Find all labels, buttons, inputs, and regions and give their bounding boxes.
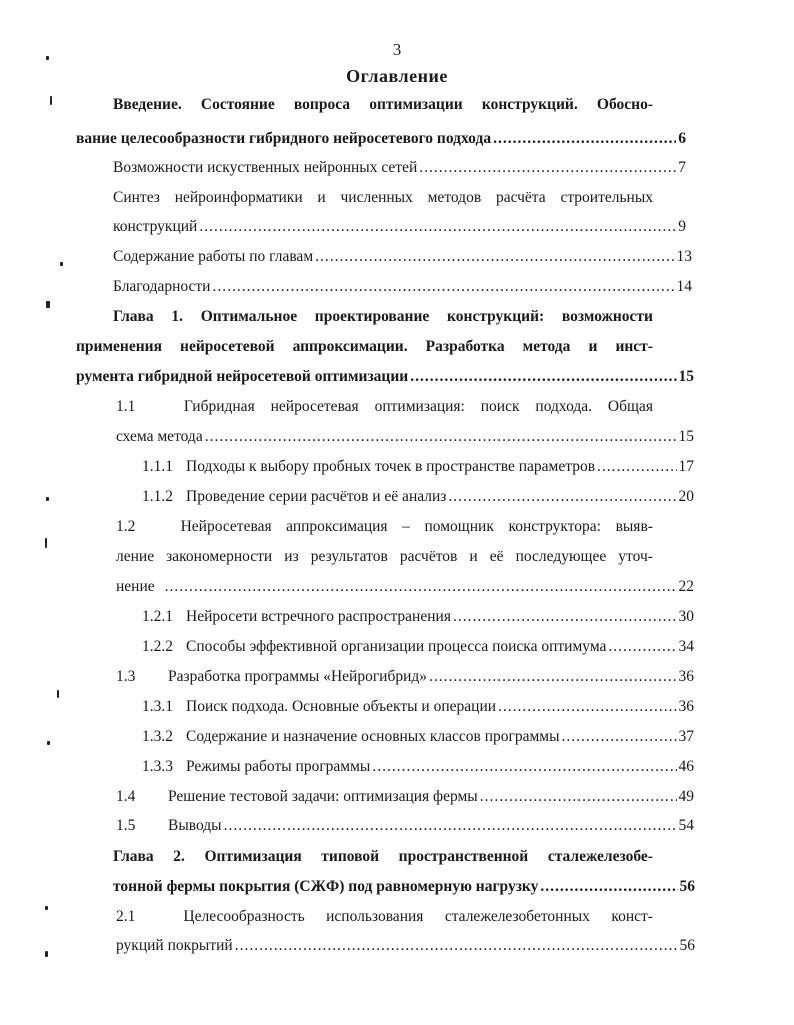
toc-word: оптимизация: <box>374 398 465 415</box>
toc-entry-intro-line1[interactable] <box>113 94 653 116</box>
toc-word: метода <box>522 338 571 355</box>
toc-page-number: 14 <box>676 278 692 295</box>
toc-page-number: 13 <box>676 248 692 265</box>
toc-word: результатов <box>310 548 388 565</box>
toc-entry-chapter1-line2[interactable] <box>76 336 653 358</box>
page-number: 3 <box>392 40 402 59</box>
toc-word: расчёта <box>495 189 546 206</box>
toc-word: нейросетевой <box>180 338 275 355</box>
toc-leader-dots <box>212 276 674 298</box>
toc-leader-dots <box>597 456 676 478</box>
toc-leader-dots <box>448 486 676 508</box>
toc-word: Нейросетевая <box>180 518 272 535</box>
toc-section-number: 1.3.3 <box>142 758 173 775</box>
toc-word: выяв- <box>615 518 653 535</box>
toc-page-number: 15 <box>678 368 694 385</box>
toc-entry[interactable] <box>142 456 694 478</box>
toc-word: и <box>588 338 598 355</box>
toc-entry-1-1-line2[interactable] <box>116 426 694 448</box>
toc-word: Глава <box>113 308 154 325</box>
toc-entry-chapter1-line3[interactable] <box>76 366 694 388</box>
scan-speck <box>46 497 49 501</box>
toc-entry-text: Способы эффективной организации процесса поиска оптимума <box>186 638 607 655</box>
toc-leader-dots <box>199 216 676 238</box>
toc-section-number: 1.4 <box>116 788 136 805</box>
scan-speck <box>57 690 59 698</box>
toc-entry[interactable] <box>116 786 694 808</box>
toc-page-number: 56 <box>679 878 695 895</box>
toc-entry[interactable] <box>142 756 694 778</box>
toc-leader-dots <box>480 786 677 808</box>
scan-speck <box>60 262 63 266</box>
toc-page-number: 49 <box>678 788 694 805</box>
toc-word: сталежелезобетонных <box>444 908 590 925</box>
toc-entry[interactable] <box>113 246 692 268</box>
toc-word: конст- <box>611 908 653 925</box>
toc-word: вопроса <box>293 96 351 113</box>
scan-speck <box>45 538 47 548</box>
toc-entry-text: тонной фермы покрытия (СЖФ) под равномерную нагрузку <box>113 878 539 895</box>
toc-word: аппроксимации. <box>292 338 408 355</box>
toc-leader-dots <box>205 426 677 448</box>
scan-speck <box>46 301 50 308</box>
toc-word: аппроксимация <box>286 518 388 535</box>
toc-word: последующее <box>515 548 607 565</box>
toc-entry[interactable] <box>113 276 692 298</box>
toc-word: помощник <box>424 518 494 535</box>
toc-entry[interactable] <box>142 726 694 748</box>
toc-word: 2. <box>173 848 185 865</box>
toc-word: конструктора: <box>508 518 601 535</box>
toc-entry[interactable] <box>142 486 694 508</box>
toc-word: Глава <box>113 848 154 865</box>
toc-section-number: 1.2.2 <box>142 638 173 655</box>
toc-section-number: 2.1 <box>116 908 136 925</box>
toc-entry-text: Разработка программы «Нейрогибрид» <box>168 668 428 685</box>
toc-word: численных <box>340 189 413 206</box>
toc-entry-1-2-line3[interactable] <box>116 576 694 598</box>
toc-word: применения <box>76 338 162 355</box>
toc-word: и <box>469 548 478 565</box>
toc-entry-1-2-line2[interactable] <box>116 546 653 568</box>
toc-section-number: 1.1.1 <box>142 458 173 475</box>
toc-word: возможности <box>561 308 653 325</box>
toc-word: проектирование <box>314 308 430 325</box>
toc-leader-dots <box>410 366 676 388</box>
toc-entry-2-1-line2[interactable] <box>116 935 695 957</box>
toc-word: поиск <box>480 398 520 415</box>
toc-section-number: 1.1.2 <box>142 488 173 505</box>
toc-leader-dots <box>453 606 677 628</box>
toc-entry-text: Режимы работы программы <box>186 758 371 775</box>
toc-word: конструкций. <box>481 96 578 113</box>
toc-page-number: 36 <box>678 668 694 685</box>
toc-entry-text: Поиск подхода. Основные объекты и операции <box>186 698 497 715</box>
toc-section-number: 1.1 <box>116 398 136 415</box>
scan-speck <box>47 741 50 745</box>
toc-page-number: 54 <box>678 817 694 834</box>
toc-entry-1-1-line1[interactable] <box>116 396 653 418</box>
toc-section-number: 1.5 <box>116 817 136 834</box>
toc-word: Общая <box>607 398 653 415</box>
toc-word: инст- <box>615 338 653 355</box>
toc-word: нейросетевая <box>270 398 359 415</box>
toc-page-number: 15 <box>678 428 694 445</box>
toc-word: сталежелезобе- <box>547 848 653 865</box>
toc-word: пространственной <box>398 848 529 865</box>
toc-entry-text: Подходы к выбору пробных точек в пространстве параметров <box>186 458 596 475</box>
toc-entry-1-2-line1[interactable] <box>116 516 653 538</box>
toc-entry-text: нение <box>116 578 155 595</box>
toc-leader-dots <box>235 935 678 957</box>
toc-entry-text: вание целесообразности гибридного нейросетевого подхода <box>76 130 492 147</box>
toc-leader-dots <box>165 576 677 598</box>
toc-section-number: 1.2 <box>116 518 136 535</box>
toc-leader-dots <box>372 756 676 778</box>
toc-word: закономерности <box>166 548 273 565</box>
toc-entry-text: Содержание работы по главам <box>113 248 314 265</box>
toc-leader-dots <box>498 696 676 718</box>
toc-page-number: 34 <box>678 638 694 655</box>
toc-entry-intro-line2[interactable] <box>76 128 686 150</box>
toc-word: Разработка <box>425 338 505 355</box>
toc-word: Состояние <box>200 96 275 113</box>
toc-entry-synthesis-line2[interactable] <box>113 216 686 238</box>
toc-leader-dots <box>562 726 677 748</box>
toc-word: и <box>317 189 326 206</box>
scan-speck <box>50 96 52 105</box>
toc-section-number: 1.3.1 <box>142 698 173 715</box>
toc-leader-dots <box>315 246 674 268</box>
toc-entry-chapter2-line1[interactable] <box>113 846 653 868</box>
toc-entry-text: Проведение серии расчётов и её анализ <box>186 488 447 505</box>
toc-entry-text: схема метода <box>116 428 203 445</box>
toc-leader-dots <box>540 876 677 898</box>
toc-entry[interactable] <box>142 606 694 628</box>
toc-entry-text: Решение тестовой задачи: оптимизация фермы <box>168 788 478 805</box>
toc-word: конструкций: <box>447 308 545 325</box>
toc-page-number: 9 <box>678 218 686 235</box>
toc-entry-text: Выводы <box>168 817 222 834</box>
toc-leader-dots <box>493 128 676 150</box>
toc-entry[interactable] <box>116 666 694 688</box>
toc-entry-text: Возможности искуственных нейронных сетей <box>113 159 418 176</box>
toc-word: ление <box>116 548 155 565</box>
toc-entry-text: Нейросети встречного распространения <box>186 608 451 625</box>
toc-page-number: 20 <box>678 488 694 505</box>
toc-word: – <box>402 518 410 535</box>
toc-word: оптимизации <box>369 96 463 113</box>
toc-word: уточ- <box>618 548 653 565</box>
toc-page-number: 6 <box>678 130 686 147</box>
toc-word: Оптимальное <box>200 308 298 325</box>
toc-leader-dots <box>224 815 677 837</box>
toc-leader-dots <box>419 157 676 179</box>
toc-entry[interactable] <box>113 157 686 179</box>
toc-word: её <box>489 548 504 565</box>
toc-section-number: 1.3.2 <box>142 728 173 745</box>
scan-speck <box>45 951 48 957</box>
toc-entry-text: Содержание и назначение основных классов программы <box>186 728 560 745</box>
toc-word: методов <box>427 189 482 206</box>
page-title: Оглавление <box>346 66 448 86</box>
toc-entry-text: конструкций <box>113 218 198 235</box>
toc-word: Введение. <box>113 96 182 113</box>
toc-page-number: 37 <box>678 728 694 745</box>
toc-leader-dots <box>429 666 676 688</box>
toc-entry-chapter2-line2[interactable] <box>113 876 695 898</box>
toc-page-number: 7 <box>678 159 686 176</box>
toc-word: Гибридная <box>183 398 255 415</box>
toc-page-number: 56 <box>679 937 695 954</box>
toc-page-number: 17 <box>678 458 694 475</box>
toc-entry[interactable] <box>142 636 694 658</box>
toc-entry-2-1-line1[interactable] <box>116 906 653 928</box>
toc-word: подхода. <box>535 398 593 415</box>
toc-word: Обосно- <box>596 96 653 113</box>
toc-section-number: 1.2.1 <box>142 608 173 625</box>
toc-entry-chapter1-line1[interactable] <box>113 306 653 328</box>
toc-word: Целесообразность <box>183 908 305 925</box>
toc-page-number: 22 <box>678 578 694 595</box>
toc-word: использования <box>326 908 424 925</box>
toc-entry[interactable] <box>142 696 694 718</box>
toc-entry[interactable] <box>116 815 694 837</box>
toc-word: из <box>284 548 299 565</box>
toc-word: расчётов <box>399 548 458 565</box>
scan-speck <box>46 56 49 60</box>
toc-word: типовой <box>321 848 380 865</box>
toc-leader-dots <box>608 636 676 658</box>
toc-section-number: 1.3 <box>116 668 136 685</box>
toc-entry-text: рукций покрытий <box>116 937 233 954</box>
toc-entry-text: румента гибридной нейросетевой оптимизации <box>76 368 409 385</box>
toc-word: Оптимизация <box>204 848 302 865</box>
toc-page-number: 30 <box>678 608 694 625</box>
toc-word: строительных <box>560 189 653 206</box>
scan-speck <box>45 906 48 910</box>
toc-page-number: 46 <box>678 758 694 775</box>
toc-word: нейроинформатики <box>174 189 303 206</box>
toc-word: Синтез <box>113 189 160 206</box>
toc-page-number: 36 <box>678 698 694 715</box>
toc-entry-text: Благодарности <box>113 278 211 295</box>
toc-word: 1. <box>171 308 184 325</box>
toc-entry-synthesis-line1[interactable] <box>113 187 653 209</box>
